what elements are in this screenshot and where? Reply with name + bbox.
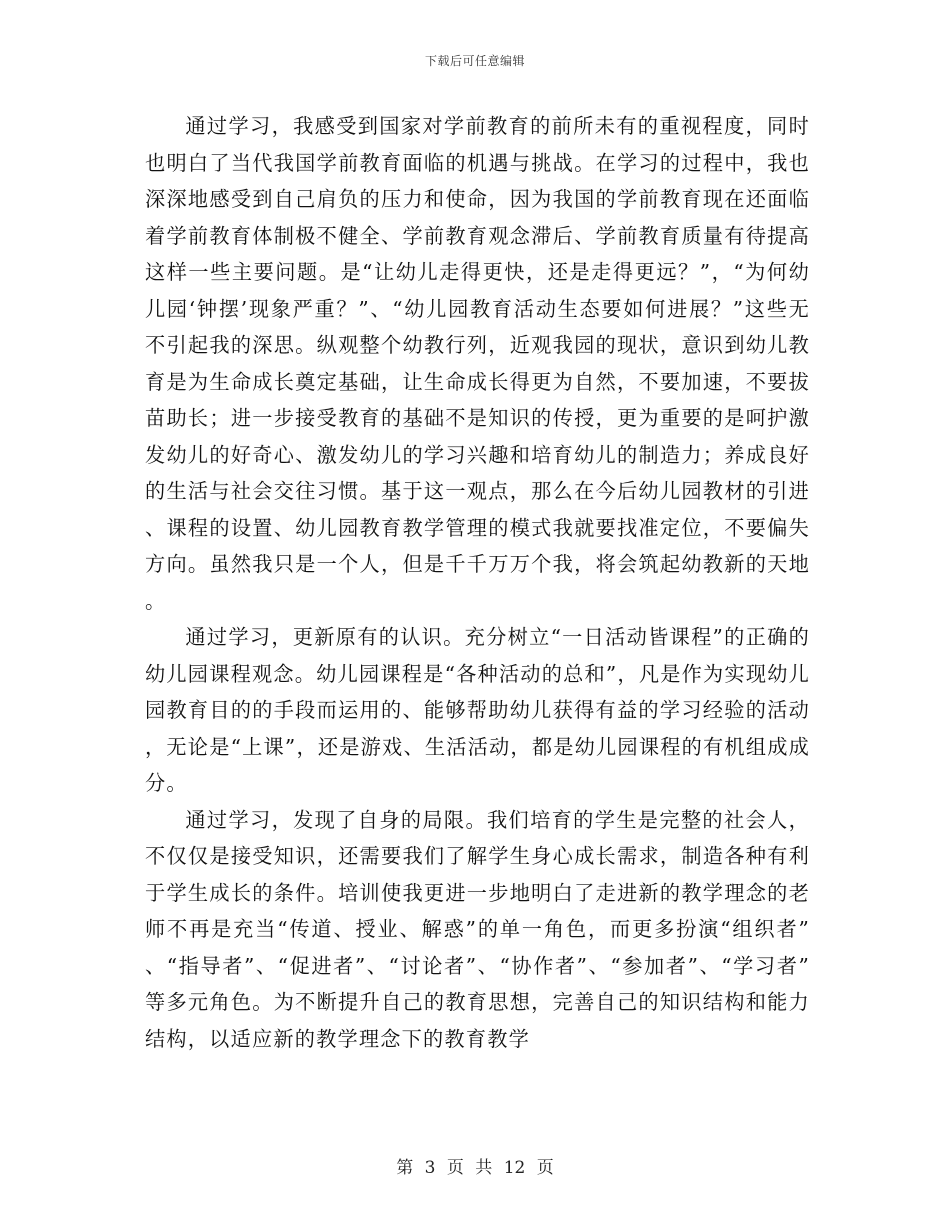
paragraph-2: 通过学习，更新原有的认识。充分树立“一日活动皆课程”的正确的幼儿园课程观念。幼儿园课程是“各种活动的总和”，凡是作为实现幼儿园教育目的的手段而运用的、能够帮助幼儿获得有益的学习经验的活动，无论是“上课”，还是游戏、生活活动，都是幼儿园课程的有机组成成分。 <box>145 625 810 795</box>
document-body <box>145 108 810 1057</box>
page-footer: 第 3 页 共 12 页 <box>396 1158 554 1178</box>
paragraph-1: 通过学习，我感受到国家对学前教育的前所未有的重视程度，同时也明白了当代我国学前教育面临的机遇与挑战。在学习的过程中，我也深深地感受到自己肩负的压力和使命，因为我国的学前教育现在还面临着学前教育体制极不健全、学前教育观念滞后、学前教育质量有待提高这样一些主要问题。是“让幼儿走得更快，还是走得更远？”，“为何幼儿园‘钟摆’现象严重？”、“幼儿园教育活动生态要如何进展？”这些无不引起我的深思。纵观整个幼教行列，近观我园的现状，意识到幼儿教育是为生命成长奠定基础，让生命成长得更为自然，不要加速，不要拔苗助长；进一步接受教育的基础不是知识的传授，更为重要的是呵护激发幼儿的好奇心、激发幼儿的学习兴趣和培育幼儿的制造力；养成良好的生活与社会交往习惯。基于这一观点，那么在今后幼儿园教材的引进、课程的设置、幼儿园教育教学管理的模式我就要找准定位，不要偏失方向。虽然我只是一个人，但是千千万万个我，将会筑起幼教新的天地。 <box>145 114 810 613</box>
page-header: 下载后可任意编辑 <box>424 54 525 68</box>
paragraph-3: 通过学习，发现了自身的局限。我们培育的学生是完整的社会人，不仅仅是接受知识，还需要我们了解学生身心成长需求，制造各种有利于学生成长的条件。培训使我更进一步地明白了走进新的教学理念的老师不再是充当“传道、授业、解惑”的单一角色，而更多扮演“组织者”、“指导者”、“促进者”、“讨论者”、“协作者”、“参加者”、“学习者”等多元角色。为不断提升自己的教育思想，完善自己的知识结构和能力结构，以适应新的教学理念下的教育教学 <box>145 807 810 1051</box>
